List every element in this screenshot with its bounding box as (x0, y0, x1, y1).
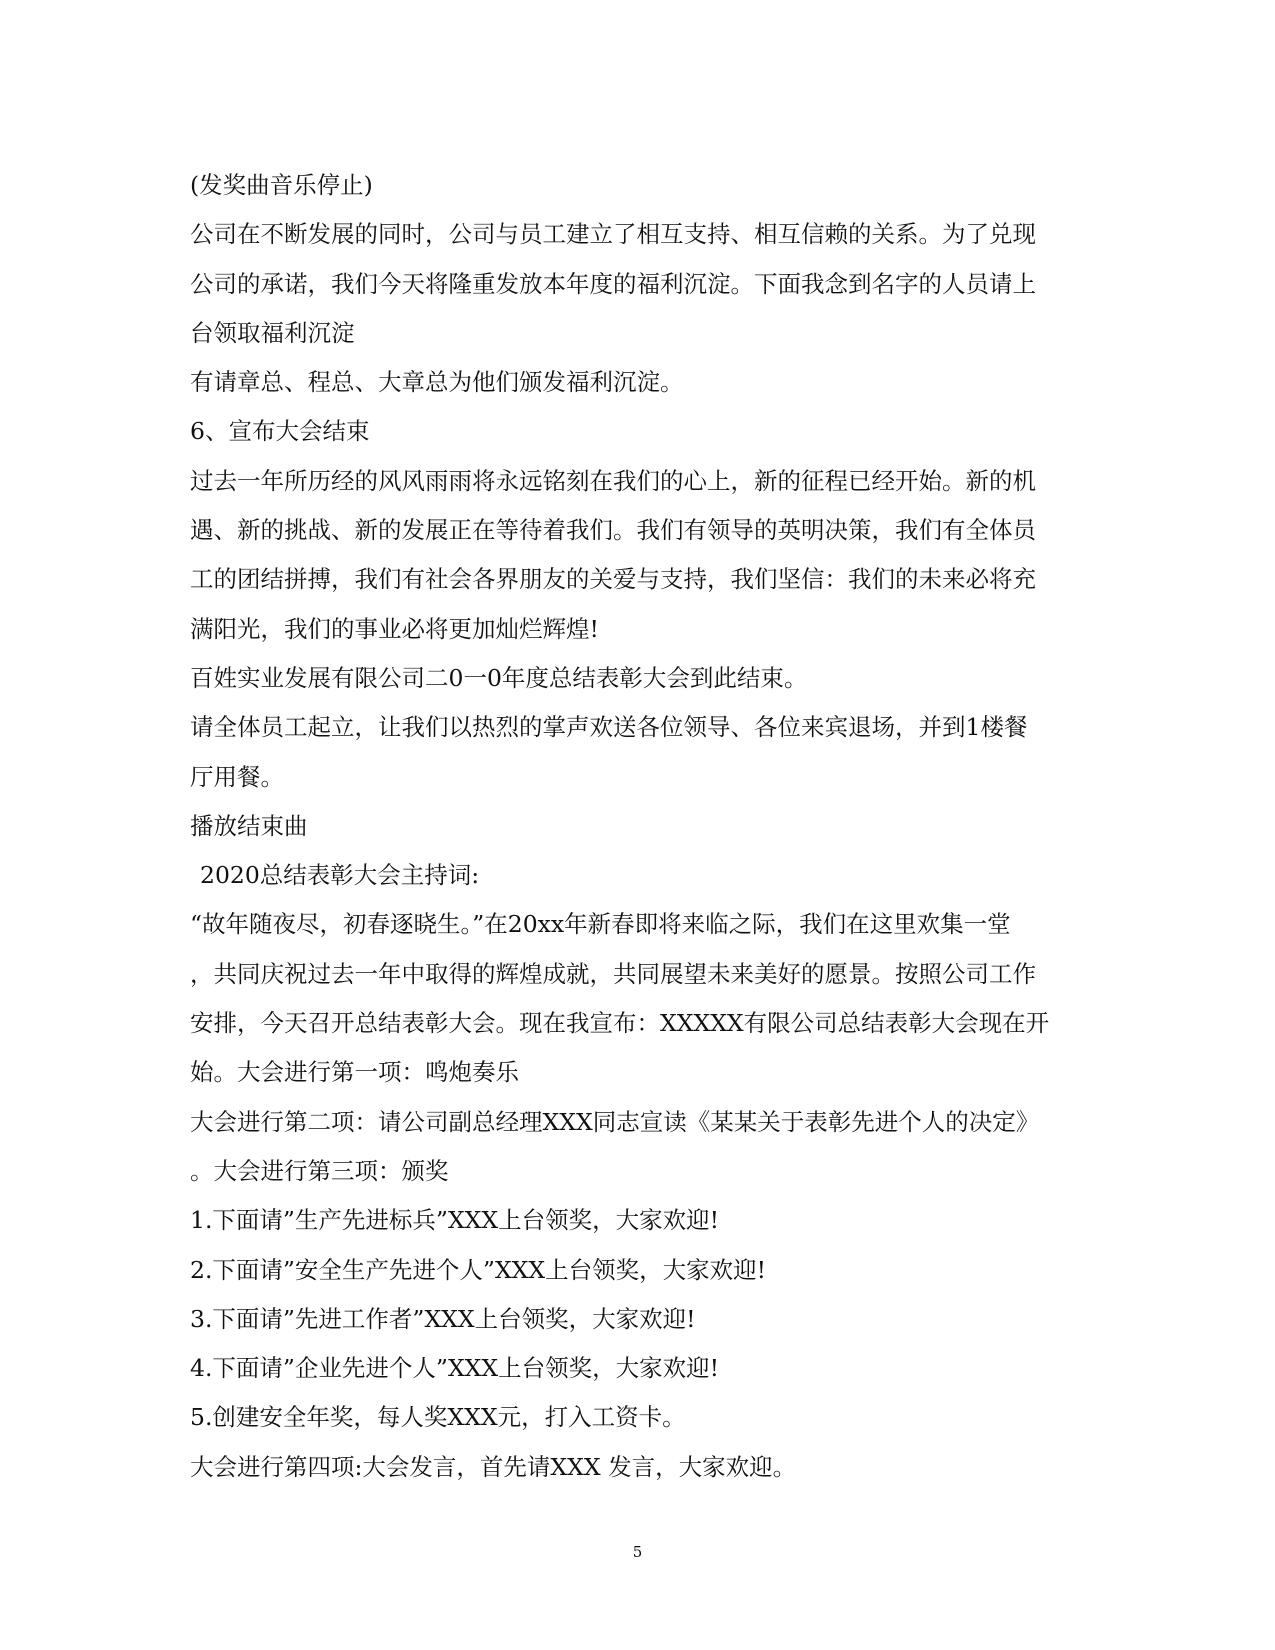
text-line: 遇、新的挑战、新的发展正在等待着我们。我们有领导的英明决策，我们有全体员 (190, 516, 1036, 545)
list-item: 2.下面请”安全生产先进个人”XXX上台领奖，大家欢迎! (190, 1255, 767, 1284)
section-heading: 6、宣布大会结束 (190, 417, 370, 446)
document-body (190, 161, 1090, 1492)
list-item: 1.下面请”生产先进标兵”XXX上台领奖，大家欢迎! (190, 1206, 720, 1235)
text-line: 始。大会进行第一项：鸣炮奏乐 (190, 1058, 519, 1087)
text-line: (发奖曲音乐停止) (190, 171, 373, 199)
text-line: 播放结束曲 (190, 811, 308, 840)
text-line: ，共同庆祝过去一年中取得的辉煌成就，共同展望未来美好的愿景。按照公司工作 (190, 959, 1036, 988)
page-number: 5 (632, 1543, 643, 1561)
text-line: 安排，今天召开总结表彰大会。现在我宣布：XXXXX有限公司总结表彰大会现在开 (190, 1009, 1050, 1038)
text-line: 台领取福利沉淀 (190, 318, 355, 347)
list-item: 3.下面请”先进工作者”XXX上台领奖，大家欢迎! (190, 1304, 696, 1333)
text-line: 工的团结拼搏，我们有社会各界朋友的关爱与支持，我们坚信：我们的未来必将充 (190, 565, 1036, 594)
text-line: 厅用餐。 (190, 762, 284, 791)
list-item: 4.下面请”企业先进个人”XXX上台领奖，大家欢迎! (190, 1354, 720, 1383)
text-line: 大会进行第二项：请公司副总经理XXX同志宣读《某某关于表彰先进个人的决定》 (190, 1107, 1040, 1136)
text-line: 满阳光，我们的事业必将更加灿烂辉煌! (190, 614, 599, 643)
text-line: 有请章总、程总、大章总为他们颁发福利沉淀。 (190, 368, 684, 397)
text-line: 请全体员工起立，让我们以热烈的掌声欢送各位领导、各位来宾退场，并到1楼餐 (190, 713, 1028, 742)
text-line: 百姓实业发展有限公司二0一0年度总结表彰大会到此结束。 (190, 663, 808, 692)
subtitle-line: 2020总结表彰大会主持词: (200, 861, 480, 890)
text-line: “故年随夜尽，初春逐晓生。”在20xx年新春即将来临之际，我们在这里欢集一堂 (190, 910, 1011, 939)
text-line: 公司在不断发展的同时，公司与员工建立了相互支持、相互信赖的关系。为了兑现 (190, 220, 1036, 249)
text-line: 过去一年所历经的风风雨雨将永远铭刻在我们的心上，新的征程已经开始。新的机 (190, 466, 1036, 495)
text-line: 。大会进行第三项：颁奖 (190, 1156, 449, 1185)
text-line: 公司的承诺，我们今天将隆重发放本年度的福利沉淀。下面我念到名字的人员请上 (190, 269, 1036, 298)
list-item: 5.创建安全年奖，每人奖XXX元，打入工资卡。 (190, 1403, 686, 1432)
text-line: 大会进行第四项:大会发言，首先请XXX 发言，大家欢迎。 (190, 1452, 797, 1481)
